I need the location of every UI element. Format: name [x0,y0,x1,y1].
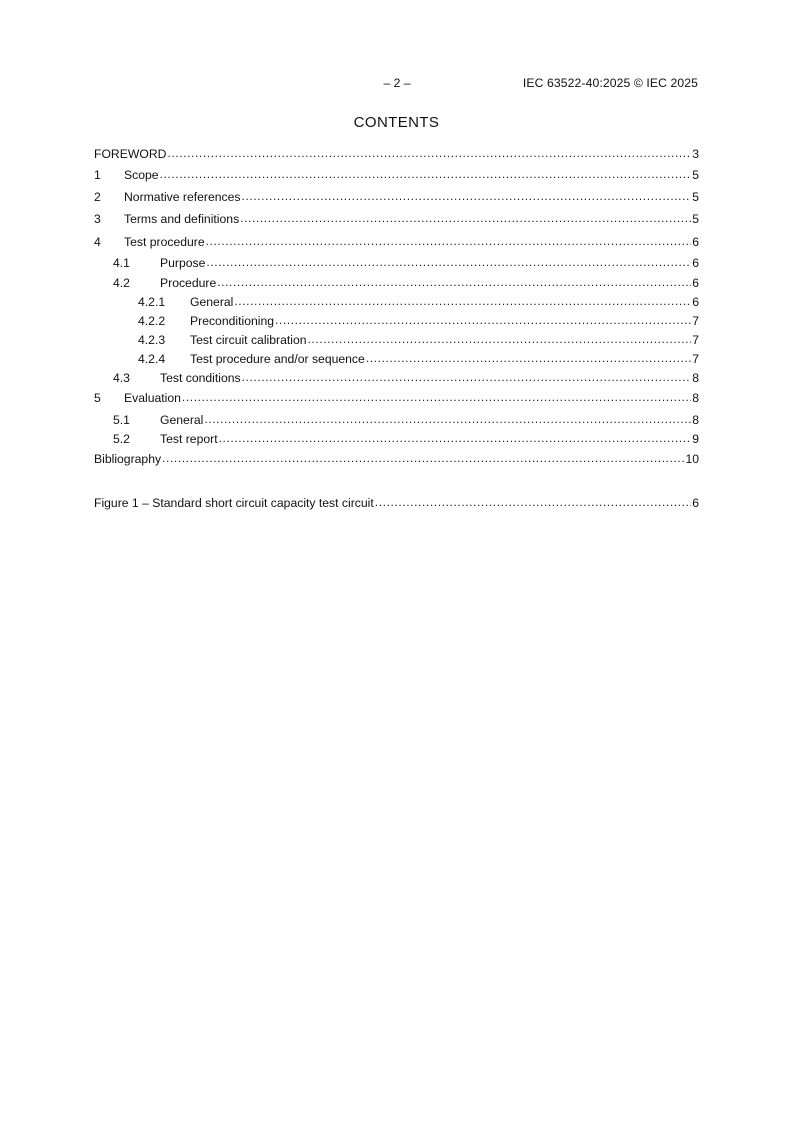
toc-entry-page: 8 [692,371,699,385]
toc-entry-label: General [190,295,234,309]
toc-entry-label: Scope [124,168,159,182]
toc-entry-page: 6 [692,295,699,309]
page-number: – 2 – [383,76,411,90]
toc-entry-page: 6 [692,276,699,290]
toc-entry-test-report[interactable] [94,431,699,447]
toc-leader-dots [375,495,691,507]
toc-entry-page: 10 [685,452,699,466]
toc-entry-number: 5.1 [113,413,130,427]
toc-entry-number: 4.2.3 [138,333,166,347]
toc-entry-test-procedure[interactable] [94,234,699,250]
toc-entry-purpose[interactable] [94,255,699,271]
toc-entry-test-sequence[interactable] [94,351,699,367]
toc-entry-number: 4 [94,235,101,249]
toc-entry-page: 5 [692,212,699,226]
toc-leader-dots [167,146,691,158]
toc-entry-label: Normative references [124,190,241,204]
toc-entry-evaluation[interactable] [94,390,699,406]
toc-entry-label: Test report [160,432,218,446]
toc-entry-label: FOREWORD [94,147,167,161]
toc-entry-page: 5 [692,168,699,182]
toc-entry-label: Test procedure and/or sequence [190,352,365,366]
toc-leader-dots [240,211,691,223]
figure-entry-page: 6 [692,496,699,510]
figure-entry-label: Figure 1 – Standard short circuit capacity test circuit [94,496,374,510]
toc-leader-dots [217,275,691,287]
toc-entry-label: Test conditions [160,371,241,385]
toc-entry-number: 3 [94,212,101,226]
toc-entry-number: 5 [94,391,101,405]
toc-entry-page: 8 [692,413,699,427]
toc-entry-page: 8 [692,391,699,405]
figure-list-entry[interactable] [94,495,699,511]
toc-entry-bibliography[interactable] [94,451,699,467]
toc-entry-label: Terms and definitions [124,212,240,226]
toc-entry-number: 4.2.1 [138,295,166,309]
toc-entry-foreword[interactable] [94,146,699,162]
toc-entry-page: 7 [692,314,699,328]
toc-entry-label: Test circuit calibration [190,333,307,347]
toc-leader-dots [219,431,692,443]
toc-entry-label: General [160,413,204,427]
toc-entry-page: 6 [692,235,699,249]
toc-entry-test-conditions[interactable] [94,370,699,386]
page-title: CONTENTS [353,114,440,131]
toc-entry-page: 7 [692,333,699,347]
toc-entry-eval-general[interactable] [94,412,699,428]
toc-entry-circuit-calibration[interactable] [94,332,699,348]
toc-leader-dots [242,189,692,201]
toc-entry-scope[interactable] [94,167,699,183]
toc-entry-page: 9 [692,432,699,446]
toc-leader-dots [182,390,691,402]
toc-entry-number: 4.3 [113,371,130,385]
toc-entry-label: Purpose [160,256,206,270]
toc-leader-dots [160,167,692,179]
toc-entry-number: 2 [94,190,101,204]
toc-leader-dots [366,351,691,363]
toc-entry-page: 7 [692,352,699,366]
toc-leader-dots [275,313,691,325]
toc-leader-dots [162,451,684,463]
toc-entry-page: 5 [692,190,699,204]
toc-leader-dots [242,370,692,382]
toc-entry-number: 4.2.4 [138,352,166,366]
toc-entry-page: 3 [692,147,699,161]
toc-entry-label: Preconditioning [190,314,275,328]
toc-entry-page: 6 [692,256,699,270]
toc-entry-label: Procedure [160,276,217,290]
toc-entry-number: 5.2 [113,432,130,446]
toc-entry-number: 4.1 [113,256,130,270]
toc-entry-number: 1 [94,168,101,182]
toc-entry-normative-references[interactable] [94,189,699,205]
toc-leader-dots [204,412,691,424]
toc-leader-dots [206,234,692,246]
toc-entry-label: Bibliography [94,452,162,466]
toc-entry-number: 4.2 [113,276,130,290]
toc-entry-procedure[interactable] [94,275,699,291]
toc-entry-label: Evaluation [124,391,181,405]
toc-leader-dots [206,255,691,267]
standard-reference: IEC 63522-40:2025 © IEC 2025 [522,76,698,90]
toc-entry-preconditioning[interactable] [94,313,699,329]
toc-leader-dots [234,294,691,306]
toc-leader-dots [308,332,692,344]
toc-entry-number: 4.2.2 [138,314,166,328]
toc-entry-label: Test procedure [124,235,205,249]
toc-entry-terms-definitions[interactable] [94,211,699,227]
toc-entry-general[interactable] [94,294,699,310]
